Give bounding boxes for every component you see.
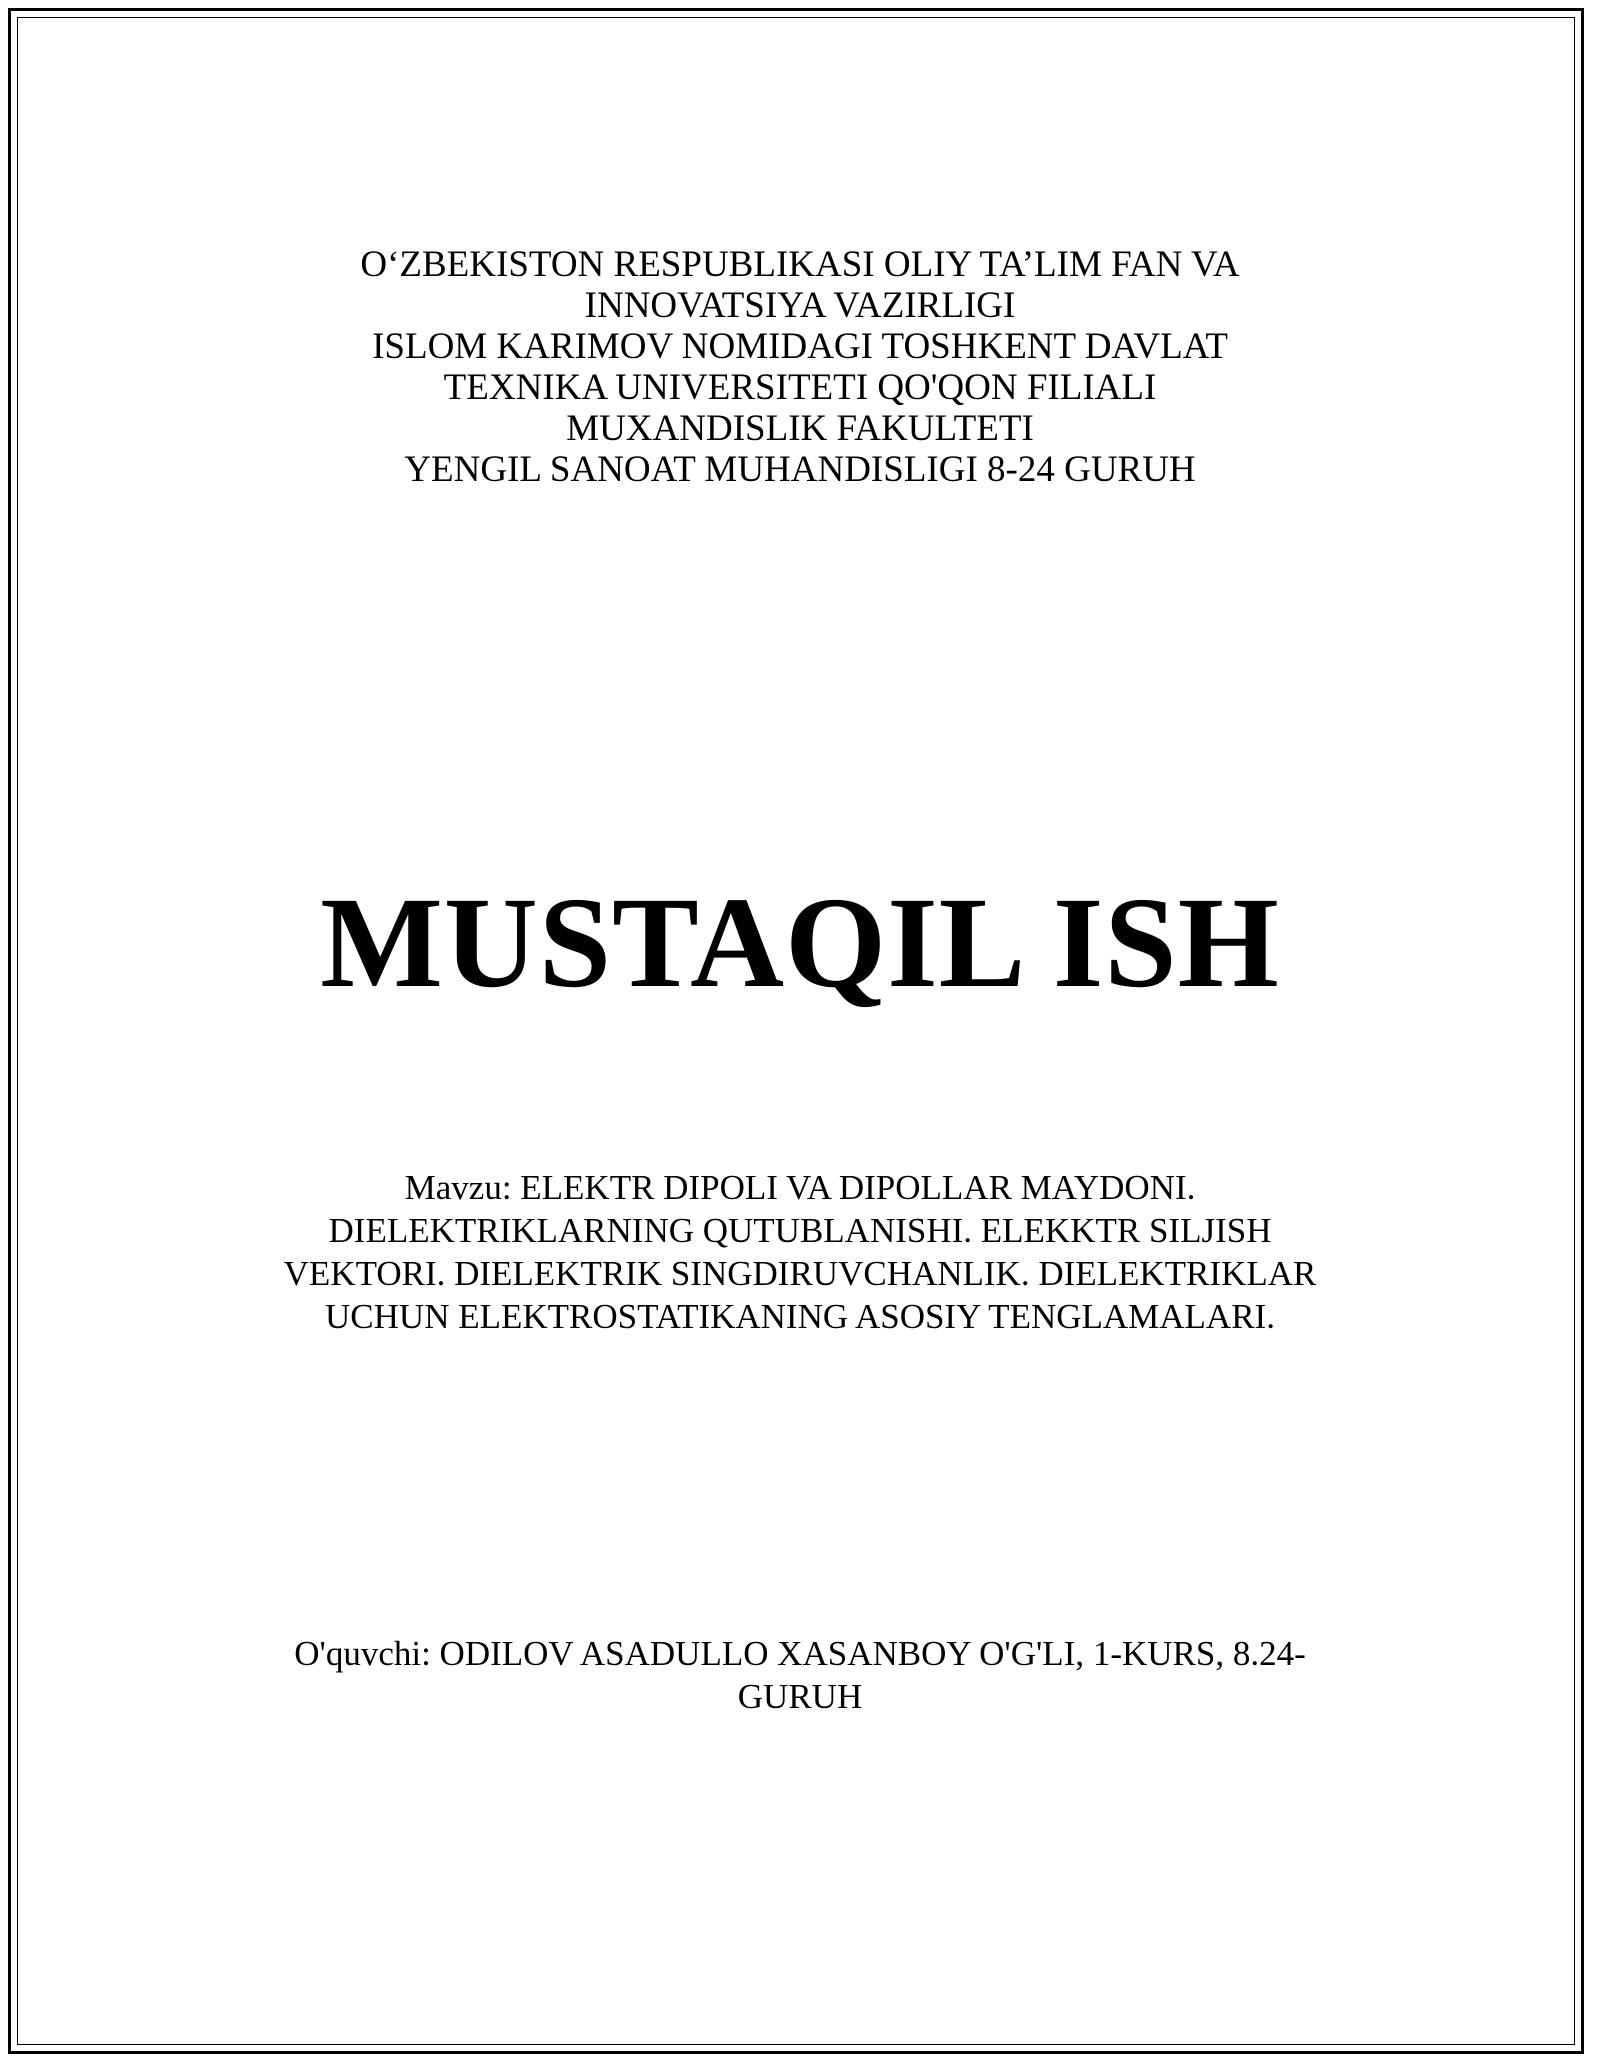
student-line: O'quvchi: ODILOV ASADULLO XASANBOY O'G'LI, 1-KURS, 8.24-	[294, 1634, 1306, 1673]
topic-line: VEKTORI. DIELEKTRIK SINGDIRUVCHANLIK. DIELEKTRIKLAR	[283, 1254, 1317, 1293]
document-title: MUSTAQIL ISH	[320, 871, 1280, 1015]
header-line-faculty: MUXANDISLIK FAKULTETI	[566, 408, 1034, 449]
header-line-university: ISLOM KARIMOV NOMIDAGI TOSHKENT DAVLAT	[372, 326, 1228, 367]
institution-header	[0, 244, 1600, 490]
student-line: GURUH	[737, 1677, 863, 1716]
header-line-ministry: O‘ZBEKISTON RESPUBLIKASI OLIY TA’LIM FAN VA	[360, 244, 1240, 285]
topic-block	[240, 1166, 1360, 1338]
topic-line: DIELEKTRIKLARNING QUTUBLANISHI. ELEKKTR SILJISH	[328, 1211, 1272, 1250]
header-line-ministry-cont: INNOVATSIYA VAZIRLIGI	[584, 285, 1016, 326]
header-line-group: YENGIL SANOAT MUHANDISLIGI 8-24 GURUH	[404, 449, 1196, 490]
student-block	[240, 1632, 1360, 1718]
topic-line: UCHUN ELEKTROSTATIKANING ASOSIY TENGLAMALARI.	[325, 1297, 1275, 1336]
topic-line: Mavzu: ELEKTR DIPOLI VA DIPOLLAR MAYDONI.	[404, 1168, 1196, 1207]
header-line-branch: TEXNIKA UNIVERSITETI QO'QON FILIALI	[443, 367, 1157, 408]
